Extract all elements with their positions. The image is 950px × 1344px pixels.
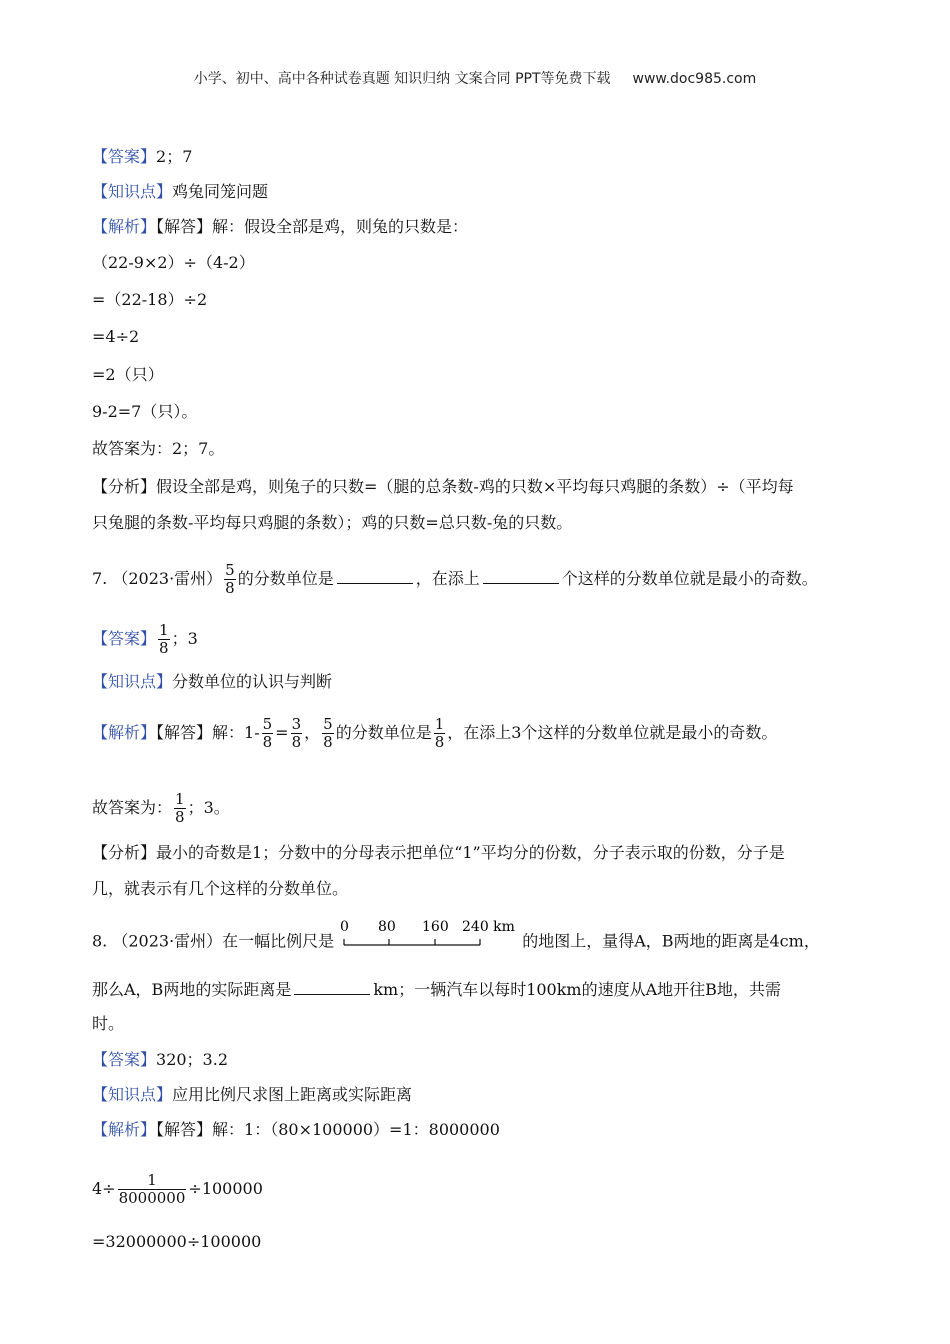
p8-knowledge: 应用比例尺求图上距离或实际距离 xyxy=(172,1085,413,1104)
answer-tag: 【答案】 xyxy=(92,1050,157,1069)
answer-tag: 【答案】 xyxy=(92,147,157,166)
p7-reasoning-2: 几，就表示有几个这样的分数单位。 xyxy=(92,879,349,898)
fraction: $\frac{3}{8}$ xyxy=(291,715,302,751)
p8-question: 8. （2023·雷州）在一幅比例尺是 0 80 160 240 km 的地图上，量得A，B两地的距离是4cm， xyxy=(92,925,820,959)
scale-tick-label: 0 xyxy=(340,919,350,935)
p7-reasoning-line xyxy=(92,843,785,863)
scale-tick-label: 80 xyxy=(378,919,397,935)
p6-knowledge: 鸡兔同笼问题 xyxy=(172,182,269,201)
p7-question: 7. （2023·雷州） $\frac{5}{8}$ 的分数单位是 ，在添上 个这样的分数单位就是最小的奇数。 xyxy=(92,561,818,597)
p7-source: （2023·雷州） xyxy=(112,569,223,588)
p7-final-line: 故答案为： $\frac{1}{8}$ ；3。 xyxy=(92,790,230,826)
p6-reasoning-2: 只兔腿的条数-平均每只鸡腿的条数）；鸡的只数=总只数-兔的只数。 xyxy=(92,513,573,532)
scale-tick-label: 160 xyxy=(422,919,449,935)
p6-knowledge-line xyxy=(92,182,268,202)
p8-calc-line: 4÷ $\frac{1}{8000000}$ ÷100000 xyxy=(92,1171,263,1207)
p8-answer-line xyxy=(92,1050,228,1070)
scale-bar xyxy=(338,919,518,953)
p6-step: 故答案为：2；7。 xyxy=(92,439,225,458)
fraction: $\frac{5}{8}$ xyxy=(323,715,333,751)
knowledge-tag: 【知识点】 xyxy=(92,672,173,691)
answer-blank xyxy=(294,978,370,995)
p8-analysis-line xyxy=(92,1120,500,1140)
p6-step: =2（只） xyxy=(92,365,164,384)
answer-detail-tag: 【解答】 xyxy=(156,723,213,742)
fraction: $\frac{5}{8}$ xyxy=(262,715,273,751)
scale-tick-label: 240 km xyxy=(462,919,516,935)
p8-question-line2: 那么A，B两地的实际距离是 km；一辆汽车以每时100km的速度从A地开往B地，共需 xyxy=(92,980,781,999)
header-text: 小学、初中、高中各种试卷真题 知识归纳 文案合同 PPT等免费下载 xyxy=(193,71,611,87)
answer-tag: 【答案】 xyxy=(92,629,157,648)
p8-calc-line2: =32000000÷100000 xyxy=(92,1232,262,1251)
p6-reasoning-1: 假设全部是鸡，则兔子的只数=（腿的总条数-鸡的只数×平均每只鸡腿的条数）÷（平均每 xyxy=(156,477,794,496)
p6-step: 9-2=7（只）。 xyxy=(92,402,198,421)
p8-analysis-text: 解：1：（80×100000）=1：8000000 xyxy=(212,1120,500,1139)
p7-answer-line: 【答案】 $\frac{1}{8}$ ；3 xyxy=(92,621,198,657)
p8-question-line3: 时。 xyxy=(92,1014,125,1033)
fraction: $\frac{1}{8}$ xyxy=(175,790,185,826)
p7-number: 7. xyxy=(92,569,108,588)
analysis-tag: 【解析】 xyxy=(92,1120,157,1139)
p6-answer: 2；7 xyxy=(156,147,193,166)
p6-step: （22-9×2）÷（4-2） xyxy=(92,253,255,272)
knowledge-tag: 【知识点】 xyxy=(92,182,173,201)
reasoning-tag: 【分析】 xyxy=(92,843,157,862)
page-header xyxy=(0,68,950,88)
analysis-tag: 【解析】 xyxy=(92,217,157,236)
p7-knowledge: 分数单位的认识与判断 xyxy=(172,672,333,691)
fraction: $\frac{5}{8}$ xyxy=(225,561,235,597)
reasoning-tag: 【分析】 xyxy=(92,477,157,496)
answer-detail-tag: 【解答】 xyxy=(156,217,213,236)
p7-analysis-line: 【解析】【解答】解：1- $\frac{5}{8}$ = $\frac{3}{8}$ ， $\frac{5}{8}$ 的分数单位是 $\frac{1}{8}$ ，在添上3个这样的分数单位就是最小的奇数。 xyxy=(92,715,778,751)
fraction: $\frac{1}{8}$ xyxy=(159,621,169,657)
p7-reasoning-1: 最小的奇数是1；分数中的分母表示把单位“1”平均分的份数，分子表示取的份数，分子是 xyxy=(156,843,785,862)
p8-answer: 320；3.2 xyxy=(156,1050,229,1069)
p6-step: =（22-18）÷2 xyxy=(92,290,208,309)
p6-analysis-line xyxy=(92,217,468,237)
p8-knowledge-line xyxy=(92,1085,412,1105)
answer-blank xyxy=(483,567,559,584)
fraction: $\frac{1}{8000000}$ xyxy=(118,1171,186,1207)
p8-number: 8. xyxy=(92,931,108,951)
p6-analysis-intro: 解：假设全部是鸡，则兔的只数是： xyxy=(212,217,469,236)
fraction: $\frac{1}{8}$ xyxy=(434,715,445,751)
p8-source: （2023·雷州） xyxy=(112,931,223,951)
p6-step: =4÷2 xyxy=(92,327,140,346)
knowledge-tag: 【知识点】 xyxy=(92,1085,173,1104)
p6-answer-line xyxy=(92,147,192,167)
answer-blank xyxy=(337,567,413,584)
answer-detail-tag: 【解答】 xyxy=(156,1120,213,1139)
header-url[interactable]: www.doc985.com xyxy=(632,71,757,87)
p7-knowledge-line xyxy=(92,672,332,692)
analysis-tag: 【解析】 xyxy=(92,723,157,742)
p6-reasoning-line xyxy=(92,477,794,497)
